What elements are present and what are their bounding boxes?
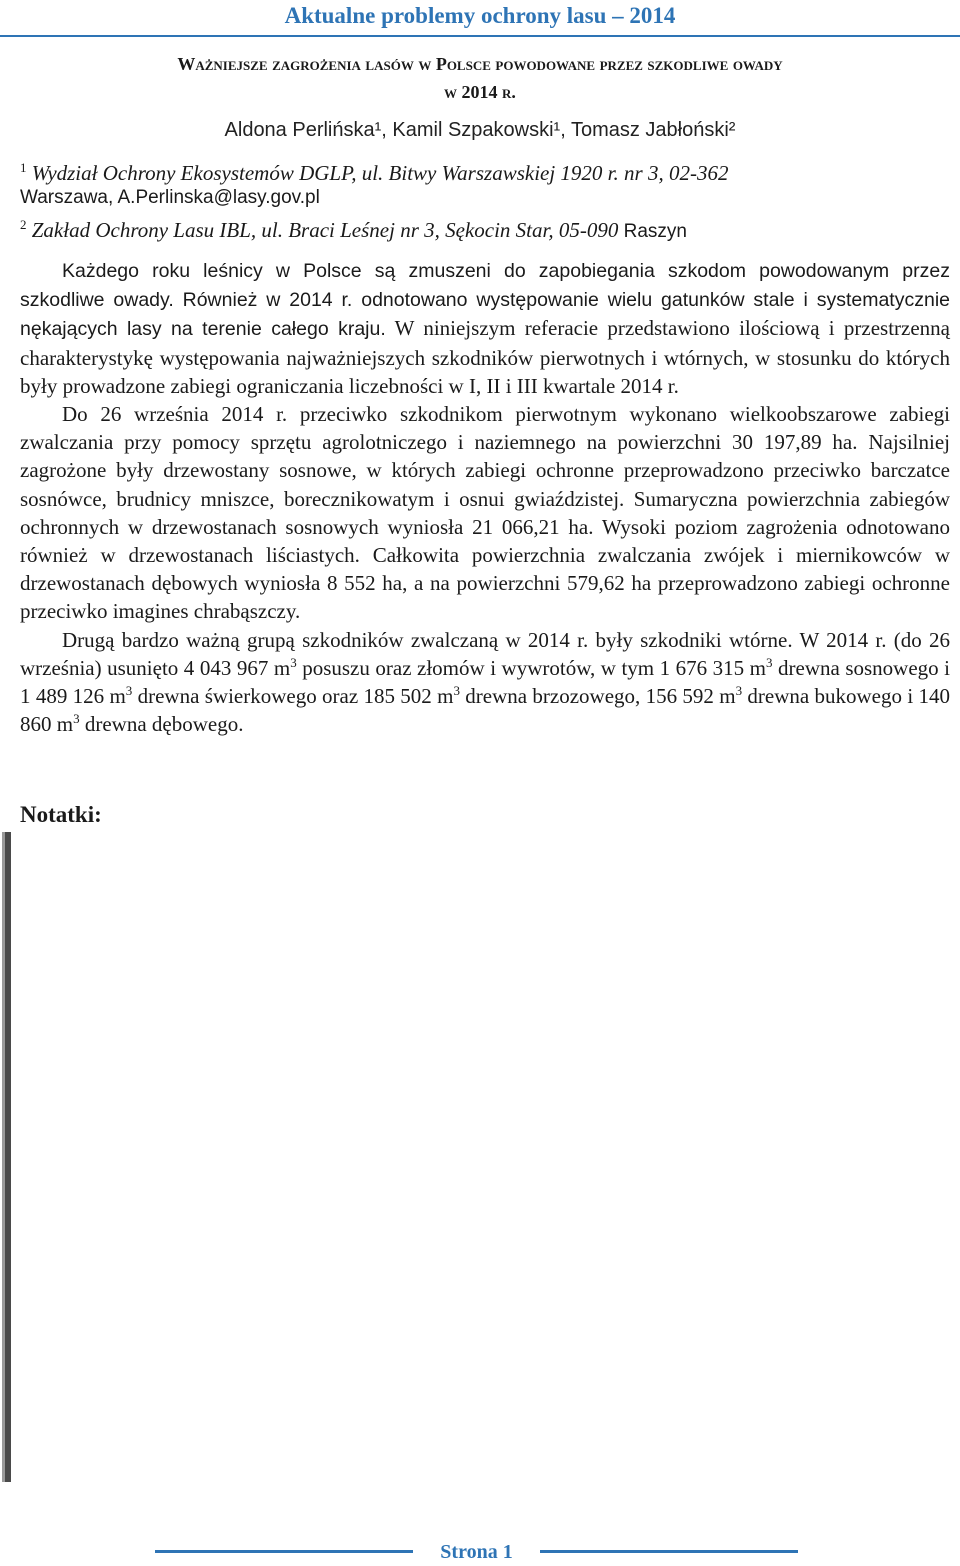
superscript: 3	[73, 711, 80, 727]
superscript: 3	[766, 654, 773, 670]
affiliation-2	[20, 211, 950, 246]
superscript: 3	[290, 654, 297, 670]
page-header	[0, 2, 960, 32]
affiliation-2-number: 2	[20, 217, 27, 232]
p3-part-c: drewna sosnowego i 1 489 126 m	[20, 655, 951, 709]
article-title-line1: Ważniejsze zagrożenia lasów w Polsce powodowane przez szkodliwe owady	[177, 54, 783, 74]
p3-part-a: Drugą bardzo ważną grupą szkodników zwalczaną w 2014 r. były szkodniki wtórne. W 2014 r. (do 26 września) usunięto 4 043 967 m	[20, 627, 950, 680]
superscript: 3	[735, 683, 743, 699]
p3-part-b: posuszu oraz złomów i wywrotów, w tym 1 676 315 m	[296, 655, 766, 680]
abstract-paragraph-1-intro: Każdego roku leśnicy w Polsce są zmuszeni do zapobiegania szkodom powodowanym przez szkodliwe owady. Również w 2014 r. odnotowano występowanie wielu gatunków stale i systematycznie nękających lasy na terenie całego kraju.	[20, 260, 950, 341]
article-title-line2: w 2014 r.	[444, 82, 516, 102]
p3-part-g: drewna dębowego.	[79, 712, 244, 737]
affiliation-1-text: Wydział Ochrony Ekosystemów DGLP, ul. Bitwy Warszawskiej 1920 r. nr 3, 02-362	[31, 161, 729, 185]
abstract-paragraph-2: Do 26 września 2014 r. przeciwko szkodnikom pierwotnym wykonano wielkoobszarowe zabiegi zwalczania przy pomocy sprzętu agrolotniczego i naziemnego na powierzchni 30 197,89 ha. Najsilniej zagrożone były drzewostany sosnowe, w których zabiegi ochronne przeprowadzono przeciwko barczatce sosnówce, brudnicy mniszce, borecznikowatym i osnui gwiaździstej. Sumaryczna powierzchnia zabiegów ochronnych w drzewostanach sosnowych wyniosła 21 066,21 ha. Wysoki poziom zagrożenia odnotowano również w drzewostanach liściastych. Całkowita powierzchnia zwalczania zwójek i miernikowców w drzewostanach dębowych wyniosła 8 552 ha, a na powierzchni 579,62 ha przeprowadzono zabiegi ochronne przeciwko imagines chrabąszczy.	[20, 402, 950, 624]
notes-area-bar	[2, 832, 11, 1482]
abstract-paragraph-3	[20, 626, 950, 739]
affiliation-1-email: Warszawa, A.Perlinska@lasy.gov.pl	[20, 187, 320, 208]
article-title	[0, 50, 960, 106]
footer-divider-right	[540, 1550, 798, 1553]
footer-divider-left	[155, 1550, 413, 1553]
superscript: 3	[125, 683, 133, 699]
p3-part-f: drewna bukowego i 140 860 m	[20, 684, 950, 737]
abstract-paragraph-1-body: W niniejszym referacie przedstawiono ilościową i przestrzenną charakterystykę występowania najważniejszych szkodników pierwotnych i wtórnych, w stosunku do których były prowadzone zabiegi ograniczania liczebności w I, II i III kwartale 2014 r.	[20, 316, 950, 398]
notes-label: Notatki:	[20, 802, 102, 827]
page-number: Strona 1	[440, 1541, 513, 1563]
header-title: Aktualne problemy ochrony lasu – 2014	[284, 3, 676, 28]
p3-part-e: drewna brzozowego, 156 592 m	[459, 684, 736, 709]
header-divider	[0, 35, 960, 37]
p3-part-d: drewna świerkowego oraz 185 502 m	[132, 684, 454, 709]
abstract-paragraph-1	[20, 256, 950, 400]
affiliation-2-city: Raszyn	[618, 221, 687, 242]
affiliation-1-line2	[20, 182, 950, 212]
affiliation-1-number: 1	[20, 160, 27, 175]
authors: Aldona Perlińska¹, Kamil Szpakowski¹, Tomasz Jabłoński²	[224, 119, 736, 141]
affiliation-2-text: Zakład Ochrony Lasu IBL, ul. Braci Leśnej nr 3, Sękocin Star, 05-090	[31, 218, 619, 242]
superscript: 3	[453, 683, 460, 699]
abstract	[20, 256, 950, 738]
